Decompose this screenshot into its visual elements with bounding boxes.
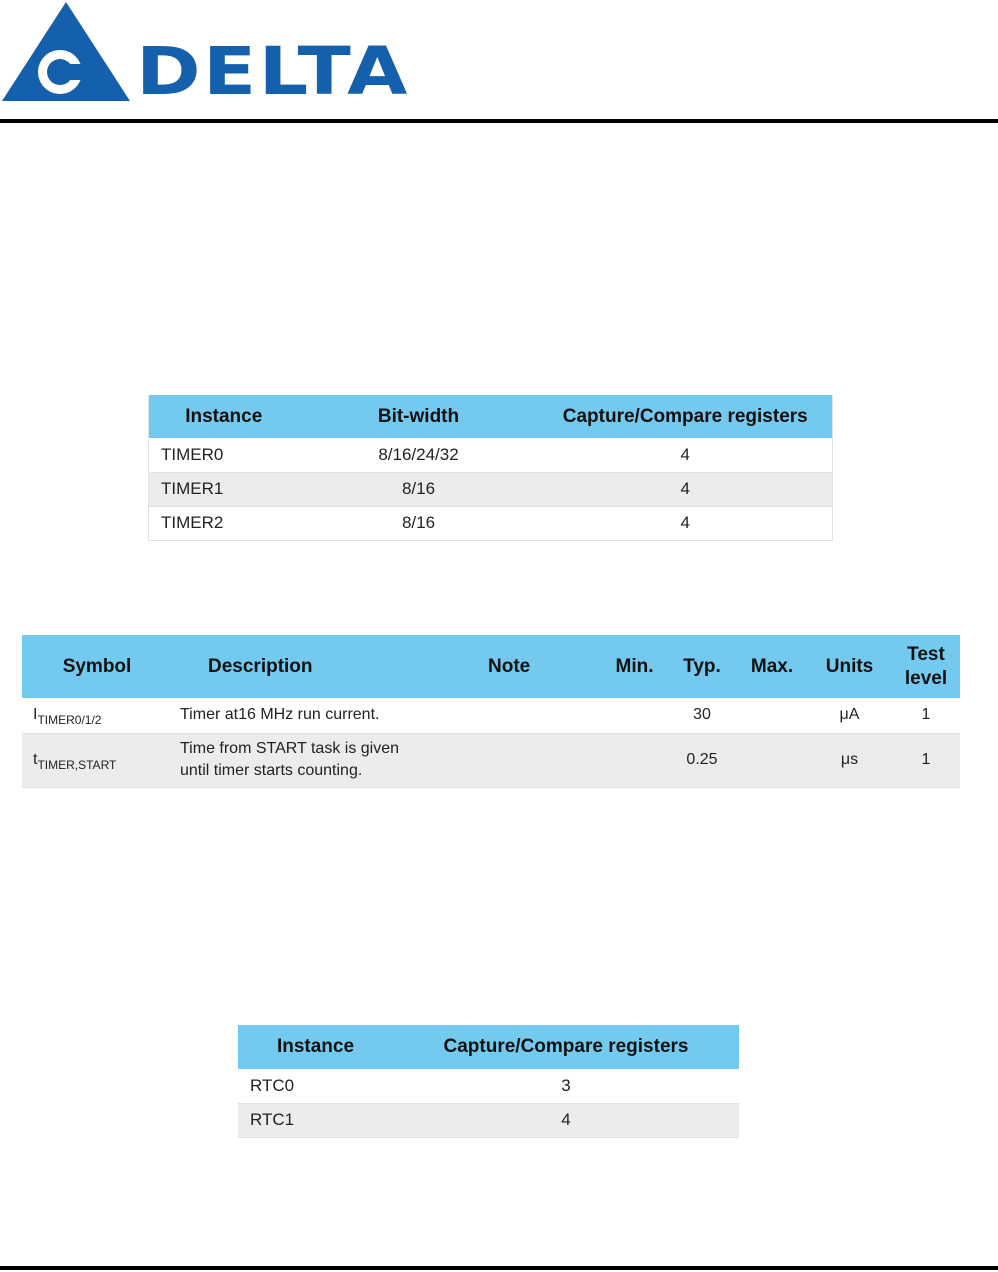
description-line: Time from START task is given [180,740,400,757]
min-cell [602,733,667,787]
bit-width-cell: 8/16 [299,506,539,540]
table-row [149,506,833,540]
typ-cell: 30 [667,698,737,733]
symbol-subscript: TIMER,START [37,758,117,772]
symbol-main: I [33,706,38,724]
typ-cell: 0.25 [667,733,737,787]
symbol-subscript: TIMER0/1/2 [37,713,102,728]
capture-compare-cell: 3 [393,1069,739,1103]
table-header-row [238,1025,739,1069]
column-header-symbol: Symbol [22,635,172,698]
instance-cell: TIMER2 [149,506,299,540]
units-cell: μs [807,733,892,787]
min-cell [602,698,667,733]
column-header-units: Units [807,635,892,698]
timer-instances-table [148,395,833,541]
table-row [22,733,960,787]
note-cell [472,698,602,733]
timer-electrical-specs-table [22,635,960,788]
table-header-row [22,635,960,698]
max-cell [737,733,807,787]
table-row [238,1103,739,1137]
table-row [22,698,960,733]
column-header-max: Max. [737,635,807,698]
column-header-instance: Instance [238,1025,393,1069]
header-divider [0,119,998,123]
description-line: Timer at16 MHz run current. [180,706,380,724]
symbol-cell [22,733,172,787]
table-row [238,1069,739,1103]
bit-width-cell: 8/16/24/32 [299,438,539,472]
test-level-cell: 1 [892,698,960,733]
delta-logo [0,0,410,110]
capture-compare-cell: 4 [539,506,833,540]
capture-compare-cell: 4 [539,438,833,472]
units-cell: μA [807,698,892,733]
capture-compare-cell: 4 [539,472,833,506]
note-cell [472,733,602,787]
column-header-typ: Typ. [667,635,737,698]
rtc-instances-table [238,1025,739,1138]
instance-cell: TIMER0 [149,438,299,472]
bit-width-cell: 8/16 [299,472,539,506]
footer-divider [0,1266,998,1270]
column-header-description: Description [172,635,472,698]
capture-compare-cell: 4 [393,1103,739,1137]
table-header-row [149,395,833,438]
column-header-capture-compare: Capture/Compare registers [539,395,833,438]
column-header-capture-compare: Capture/Compare registers [393,1025,739,1069]
table-row [149,472,833,506]
description-line: until timer starts counting. [180,762,363,779]
table-row [149,438,833,472]
column-header-note: Note [472,635,602,698]
symbol-cell [22,698,172,733]
instance-cell: RTC0 [238,1069,393,1103]
instance-cell: RTC1 [238,1103,393,1137]
logo-wordmark: DELTA [136,33,410,110]
column-header-min: Min. [602,635,667,698]
max-cell [737,698,807,733]
test-level-cell: 1 [892,733,960,787]
instance-cell: TIMER1 [149,472,299,506]
description-cell [172,698,472,733]
column-header-test-level: Test level [892,635,960,698]
symbol-main: t [33,751,38,768]
column-header-bit-width: Bit-width [299,395,539,438]
column-header-instance: Instance [149,395,299,438]
description-cell [172,733,472,787]
